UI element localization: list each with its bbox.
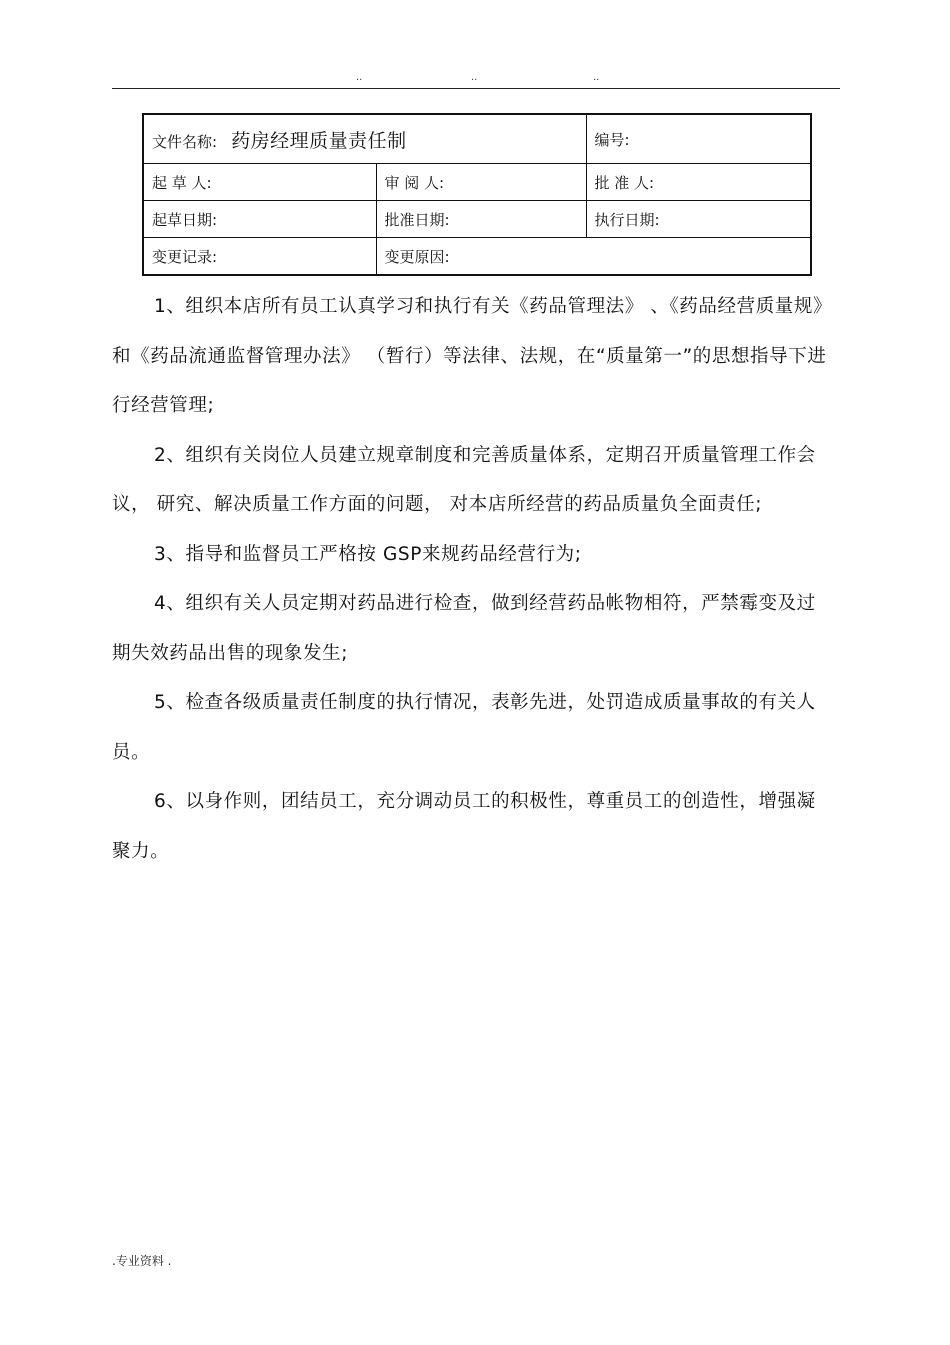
drafter-cell xyxy=(143,164,376,201)
change-record-cell xyxy=(143,238,376,276)
effective-date-label: 执行日期: xyxy=(594,210,660,229)
effective-date-cell xyxy=(586,201,811,238)
header-mark: .. xyxy=(471,72,478,83)
paragraph-1: 1、组织本店所有员工认真学习和执行有关《药品管理法》 、《药品经营质量规》和《药品流通监督管理办法》 （暂行）等法律、法规，在“质量第一”的思想指导下进行经营管理; xyxy=(112,296,827,416)
draft-date-label: 起草日期: xyxy=(152,210,218,229)
reviewer-cell xyxy=(376,164,586,201)
change-record-label: 变更记录: xyxy=(152,247,218,266)
change-reason-label: 变更原因: xyxy=(384,247,450,266)
header-mark: .. xyxy=(356,72,363,83)
number-label: 编号: xyxy=(594,130,630,149)
drafter-label: 起 草 人: xyxy=(152,173,212,192)
page-footer: .专业资料 . xyxy=(112,1254,172,1268)
paragraph-3: 3、指导和监督员工严格按 GSP来规药品经营行为; xyxy=(154,543,582,565)
paragraph-6: 6、以身作则，团结员工，充分调动员工的积极性，尊重员工的创造性，增强凝聚力。 xyxy=(112,791,816,862)
header-rule xyxy=(112,88,840,89)
document-info-table xyxy=(142,113,812,276)
document-title: 药房经理质量责任制 xyxy=(231,129,407,152)
approver-cell xyxy=(586,164,811,201)
file-name-label: 文件名称: xyxy=(152,132,218,151)
approval-date-cell xyxy=(376,201,586,238)
header-mark: .. xyxy=(593,72,600,83)
approval-date-label: 批准日期: xyxy=(384,210,450,229)
number-cell xyxy=(586,114,811,164)
paragraph-2: 2、组织有关岗位人员建立规章制度和完善质量体系，定期召开质量管理工作会议， 研究、解决质量工作方面的问题， 对本店所经营的药品质量负全面责任; xyxy=(112,444,816,515)
approver-label: 批 准 人: xyxy=(594,173,655,192)
file-name-cell xyxy=(143,114,586,164)
document-body xyxy=(112,282,832,876)
paragraph-4: 4、组织有关人员定期对药品进行检查，做到经营药品帐物相符，严禁霉变及过期失效药品出售的现象发生; xyxy=(112,593,816,664)
paragraph-5: 5、检查各级质量责任制度的执行情况，表彰先进，处罚造成质量事故的有关人员。 xyxy=(112,692,816,763)
page-header-marks xyxy=(0,72,950,86)
reviewer-label: 审 阅 人: xyxy=(384,173,445,192)
draft-date-cell xyxy=(143,201,376,238)
change-reason-cell xyxy=(376,238,811,276)
